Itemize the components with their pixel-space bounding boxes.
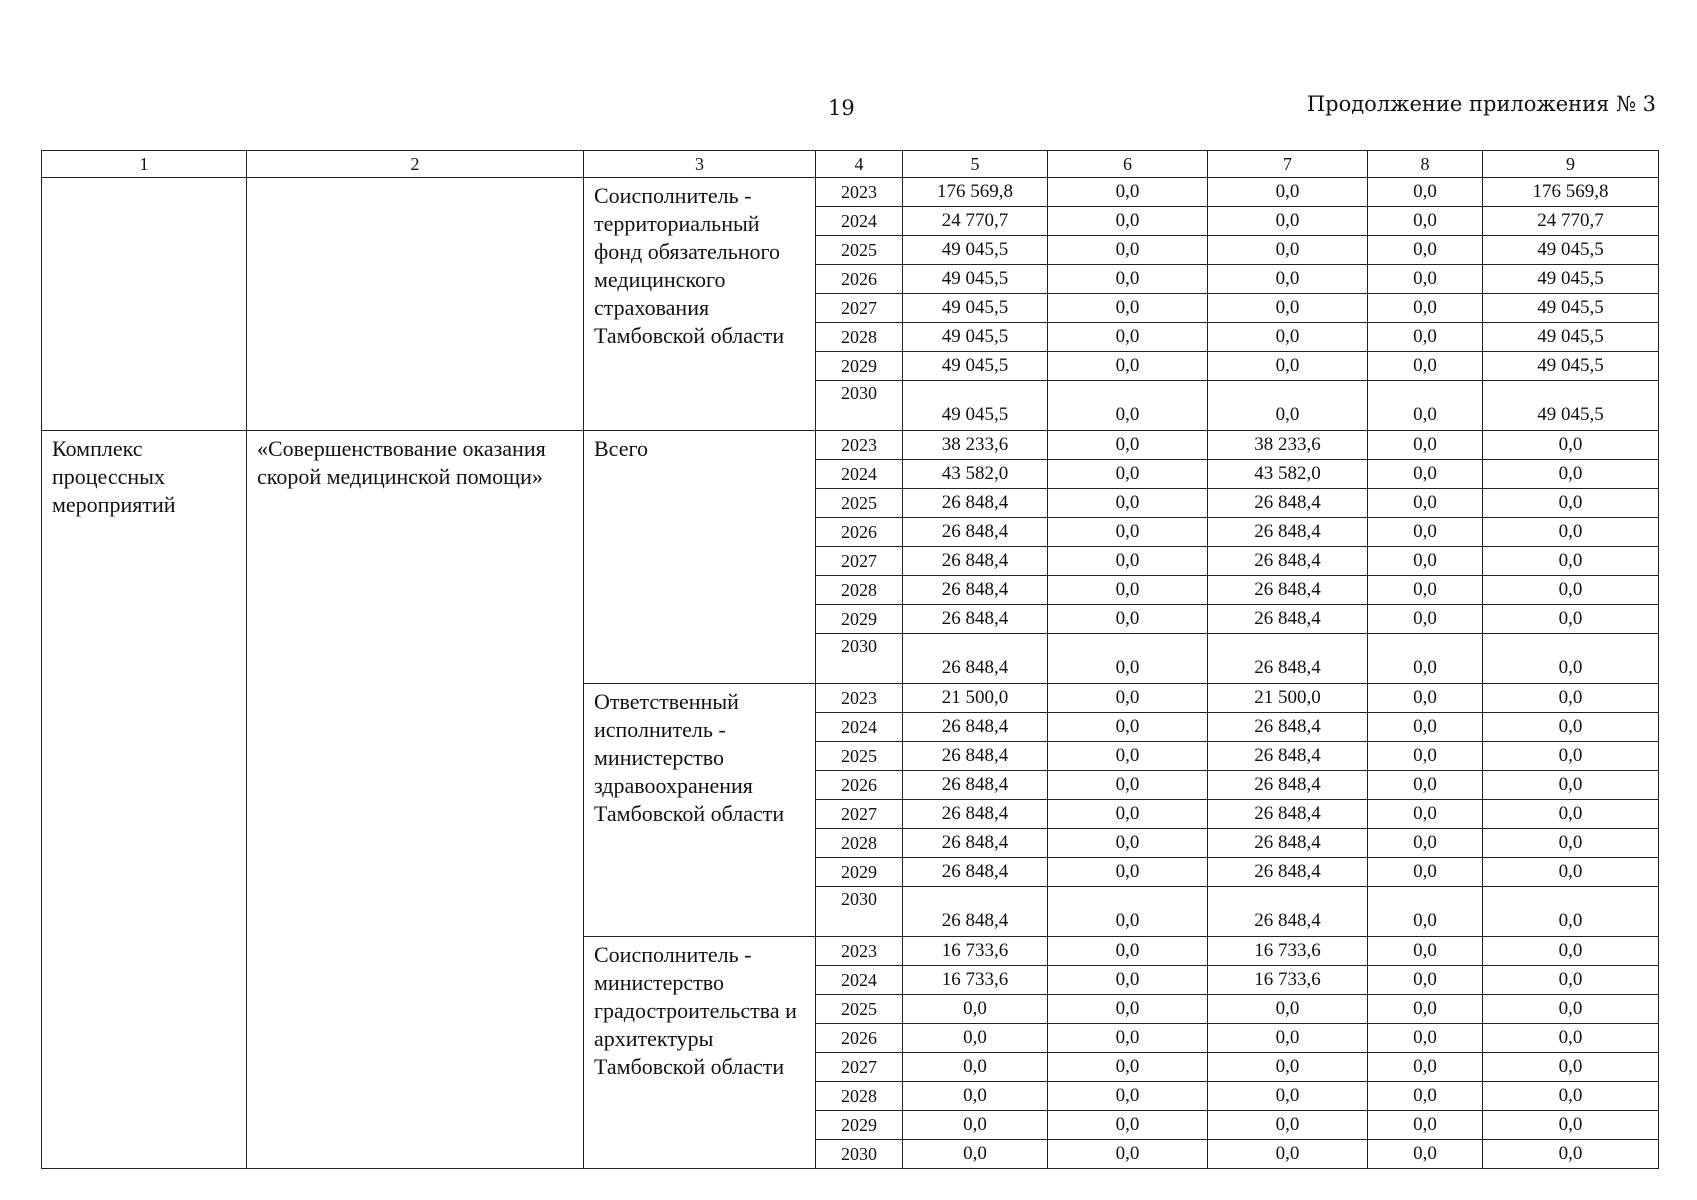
amount-cell: 0,0 (1483, 966, 1659, 995)
amount-cell: 26 848,4 (903, 489, 1048, 518)
amount-cell: 26 848,4 (1208, 576, 1368, 605)
amount-cell: 49 045,5 (903, 265, 1048, 294)
amount-cell: 26 848,4 (1208, 800, 1368, 829)
column-header: 2 (247, 151, 584, 178)
year-cell: 2030 (816, 1140, 903, 1169)
executor-cell: Соисполнитель - министерство градостроительства и архитектуры Тамбовской области (584, 937, 816, 1169)
amount-cell: 26 848,4 (903, 800, 1048, 829)
amount-cell: 0,0 (903, 1140, 1048, 1169)
year-cell: 2023 (816, 684, 903, 713)
amount-cell: 0,0 (1208, 995, 1368, 1024)
amount-cell: 0,0 (1208, 1053, 1368, 1082)
amount-cell: 38 233,6 (903, 431, 1048, 460)
amount-cell: 26 848,4 (1208, 771, 1368, 800)
amount-cell: 0,0 (1048, 742, 1208, 771)
executor-cell: Всего (584, 431, 816, 684)
year-cell: 2029 (816, 352, 903, 381)
amount-cell: 0,0 (1483, 431, 1659, 460)
amount-cell: 43 582,0 (903, 460, 1048, 489)
amount-cell: 176 569,8 (903, 178, 1048, 207)
amount-cell: 49 045,5 (1483, 294, 1659, 323)
year-cell: 2029 (816, 858, 903, 887)
amount-cell: 0,0 (1048, 547, 1208, 576)
year-cell: 2028 (816, 1082, 903, 1111)
year-cell: 2030 (816, 634, 903, 684)
amount-cell: 0,0 (1368, 207, 1483, 236)
amount-cell: 0,0 (1368, 684, 1483, 713)
amount-cell: 26 848,4 (1208, 547, 1368, 576)
amount-cell: 0,0 (1208, 265, 1368, 294)
amount-cell: 0,0 (1048, 518, 1208, 547)
amount-cell: 0,0 (1368, 381, 1483, 431)
amount-cell: 0,0 (1368, 323, 1483, 352)
amount-cell: 0,0 (1048, 1140, 1208, 1169)
amount-cell: 49 045,5 (1483, 265, 1659, 294)
amount-cell: 26 848,4 (903, 605, 1048, 634)
amount-cell: 0,0 (1368, 178, 1483, 207)
amount-cell: 0,0 (1368, 742, 1483, 771)
amount-cell: 0,0 (1483, 489, 1659, 518)
column-header: 5 (903, 151, 1048, 178)
amount-cell: 0,0 (1483, 547, 1659, 576)
year-cell: 2024 (816, 713, 903, 742)
amount-cell: 0,0 (1483, 634, 1659, 684)
amount-cell: 0,0 (1483, 887, 1659, 937)
amount-cell: 0,0 (1368, 352, 1483, 381)
amount-cell: 0,0 (1368, 576, 1483, 605)
amount-cell: 0,0 (1208, 1024, 1368, 1053)
table-row (42, 178, 1659, 207)
year-cell: 2029 (816, 605, 903, 634)
amount-cell: 0,0 (1048, 771, 1208, 800)
amount-cell: 0,0 (1368, 1024, 1483, 1053)
amount-cell: 26 848,4 (903, 742, 1048, 771)
amount-cell: 0,0 (1368, 518, 1483, 547)
amount-cell: 26 848,4 (1208, 489, 1368, 518)
amount-cell: 26 848,4 (1208, 518, 1368, 547)
amount-cell: 0,0 (1048, 937, 1208, 966)
column-header: 4 (816, 151, 903, 178)
year-cell: 2024 (816, 460, 903, 489)
year-cell: 2023 (816, 178, 903, 207)
column-number-header-row (42, 151, 1659, 178)
amount-cell: 0,0 (1048, 178, 1208, 207)
amount-cell: 0,0 (1483, 1140, 1659, 1169)
amount-cell: 26 848,4 (903, 576, 1048, 605)
amount-cell: 0,0 (1048, 265, 1208, 294)
year-cell: 2026 (816, 265, 903, 294)
amount-cell: 26 848,4 (903, 518, 1048, 547)
amount-cell: 26 848,4 (1208, 829, 1368, 858)
executor-cell: Ответственный исполнитель - министерство здравоохранения Тамбовской области (584, 684, 816, 937)
amount-cell: 0,0 (903, 1082, 1048, 1111)
amount-cell: 0,0 (1483, 937, 1659, 966)
year-cell: 2024 (816, 966, 903, 995)
program-name-cell (247, 178, 584, 431)
amount-cell: 16 733,6 (903, 966, 1048, 995)
year-cell: 2028 (816, 323, 903, 352)
amount-cell: 26 848,4 (1208, 713, 1368, 742)
amount-cell: 0,0 (1048, 489, 1208, 518)
page-number: 19 (828, 96, 855, 120)
amount-cell: 49 045,5 (1483, 236, 1659, 265)
amount-cell: 0,0 (1368, 431, 1483, 460)
table-row (42, 431, 1659, 460)
amount-cell: 0,0 (1048, 294, 1208, 323)
amount-cell: 0,0 (1368, 995, 1483, 1024)
column-header: 3 (584, 151, 816, 178)
amount-cell: 0,0 (1483, 713, 1659, 742)
amount-cell: 0,0 (903, 1053, 1048, 1082)
amount-cell: 24 770,7 (903, 207, 1048, 236)
amount-cell: 26 848,4 (1208, 605, 1368, 634)
amount-cell: 0,0 (903, 1024, 1048, 1053)
amount-cell: 0,0 (1048, 207, 1208, 236)
year-cell: 2027 (816, 800, 903, 829)
amount-cell: 0,0 (903, 1111, 1048, 1140)
table-body (42, 178, 1659, 1169)
amount-cell: 0,0 (1368, 1140, 1483, 1169)
amount-cell: 0,0 (1048, 829, 1208, 858)
amount-cell: 26 848,4 (1208, 858, 1368, 887)
amount-cell: 0,0 (1048, 1111, 1208, 1140)
amount-cell: 26 848,4 (903, 829, 1048, 858)
year-cell: 2028 (816, 576, 903, 605)
amount-cell: 0,0 (1048, 460, 1208, 489)
amount-cell: 0,0 (1048, 713, 1208, 742)
column-header: 6 (1048, 151, 1208, 178)
amount-cell: 0,0 (1483, 829, 1659, 858)
amount-cell: 0,0 (1368, 887, 1483, 937)
amount-cell: 16 733,6 (1208, 966, 1368, 995)
amount-cell: 0,0 (1368, 966, 1483, 995)
year-cell: 2026 (816, 1024, 903, 1053)
amount-cell: 0,0 (1208, 381, 1368, 431)
amount-cell: 0,0 (1048, 858, 1208, 887)
amount-cell: 0,0 (1368, 634, 1483, 684)
amount-cell: 0,0 (1208, 236, 1368, 265)
column-header: 9 (1483, 151, 1659, 178)
amount-cell: 0,0 (1483, 995, 1659, 1024)
amount-cell: 0,0 (1048, 236, 1208, 265)
amount-cell: 0,0 (1048, 352, 1208, 381)
amount-cell: 0,0 (1208, 207, 1368, 236)
amount-cell: 0,0 (1048, 431, 1208, 460)
amount-cell: 0,0 (1483, 742, 1659, 771)
amount-cell: 26 848,4 (903, 887, 1048, 937)
amount-cell: 0,0 (1048, 684, 1208, 713)
amount-cell: 0,0 (1483, 800, 1659, 829)
amount-cell: 26 848,4 (1208, 634, 1368, 684)
amount-cell: 49 045,5 (1483, 323, 1659, 352)
year-cell: 2030 (816, 381, 903, 431)
amount-cell: 21 500,0 (903, 684, 1048, 713)
amount-cell: 26 848,4 (903, 858, 1048, 887)
year-cell: 2025 (816, 489, 903, 518)
amount-cell: 0,0 (1048, 576, 1208, 605)
year-cell: 2030 (816, 887, 903, 937)
amount-cell: 0,0 (1368, 1082, 1483, 1111)
amount-cell: 0,0 (1208, 178, 1368, 207)
amount-cell: 0,0 (1483, 771, 1659, 800)
amount-cell: 0,0 (1483, 1024, 1659, 1053)
amount-cell: 0,0 (1208, 1111, 1368, 1140)
amount-cell: 49 045,5 (1483, 352, 1659, 381)
column-header: 1 (42, 151, 247, 178)
amount-cell: 38 233,6 (1208, 431, 1368, 460)
amount-cell: 0,0 (1368, 605, 1483, 634)
year-cell: 2025 (816, 236, 903, 265)
amount-cell: 0,0 (1048, 800, 1208, 829)
amount-cell: 26 848,4 (903, 771, 1048, 800)
program-type-cell: Комплекс процессных мероприятий (42, 431, 247, 1169)
amount-cell: 0,0 (1483, 1082, 1659, 1111)
appendix-continuation-note: Продолжение приложения № 3 (1306, 92, 1656, 116)
executor-cell: Соисполнитель - территориальный фонд обязательного медицинского страхования Тамбовской области (584, 178, 816, 431)
year-cell: 2026 (816, 771, 903, 800)
amount-cell: 0,0 (1483, 684, 1659, 713)
amount-cell: 0,0 (1368, 829, 1483, 858)
amount-cell: 0,0 (1368, 937, 1483, 966)
amount-cell: 0,0 (1368, 489, 1483, 518)
amount-cell: 26 848,4 (903, 634, 1048, 684)
amount-cell: 0,0 (1048, 323, 1208, 352)
amount-cell: 0,0 (1368, 547, 1483, 576)
amount-cell: 26 848,4 (903, 713, 1048, 742)
amount-cell: 0,0 (1368, 460, 1483, 489)
amount-cell: 43 582,0 (1208, 460, 1368, 489)
amount-cell: 49 045,5 (903, 381, 1048, 431)
year-cell: 2027 (816, 1053, 903, 1082)
year-cell: 2027 (816, 547, 903, 576)
budget-table (41, 150, 1659, 1169)
amount-cell: 0,0 (1048, 995, 1208, 1024)
amount-cell: 0,0 (1048, 966, 1208, 995)
amount-cell: 0,0 (1208, 1082, 1368, 1111)
amount-cell: 0,0 (1483, 1111, 1659, 1140)
amount-cell: 16 733,6 (1208, 937, 1368, 966)
amount-cell: 0,0 (1048, 634, 1208, 684)
amount-cell: 21 500,0 (1208, 684, 1368, 713)
amount-cell: 49 045,5 (1483, 381, 1659, 431)
amount-cell: 0,0 (1368, 771, 1483, 800)
amount-cell: 16 733,6 (903, 937, 1048, 966)
amount-cell: 0,0 (1208, 352, 1368, 381)
amount-cell: 0,0 (1368, 713, 1483, 742)
amount-cell: 49 045,5 (903, 236, 1048, 265)
amount-cell: 0,0 (1368, 1111, 1483, 1140)
amount-cell: 0,0 (1368, 858, 1483, 887)
year-cell: 2028 (816, 829, 903, 858)
year-cell: 2023 (816, 937, 903, 966)
amount-cell: 0,0 (1368, 800, 1483, 829)
amount-cell: 0,0 (903, 995, 1048, 1024)
amount-cell: 0,0 (1208, 294, 1368, 323)
amount-cell: 26 848,4 (1208, 742, 1368, 771)
amount-cell: 0,0 (1048, 887, 1208, 937)
column-header: 8 (1368, 151, 1483, 178)
amount-cell: 0,0 (1208, 1140, 1368, 1169)
amount-cell: 0,0 (1483, 576, 1659, 605)
amount-cell: 26 848,4 (903, 547, 1048, 576)
program-name-cell: «Совершенствование оказания скорой медицинской помощи» (247, 431, 584, 1169)
amount-cell: 24 770,7 (1483, 207, 1659, 236)
amount-cell: 0,0 (1368, 265, 1483, 294)
amount-cell: 0,0 (1048, 1082, 1208, 1111)
amount-cell: 0,0 (1208, 323, 1368, 352)
amount-cell: 0,0 (1048, 605, 1208, 634)
amount-cell: 0,0 (1483, 858, 1659, 887)
amount-cell: 26 848,4 (1208, 887, 1368, 937)
amount-cell: 0,0 (1048, 381, 1208, 431)
amount-cell: 49 045,5 (903, 323, 1048, 352)
year-cell: 2023 (816, 431, 903, 460)
amount-cell: 0,0 (1048, 1053, 1208, 1082)
amount-cell: 49 045,5 (903, 352, 1048, 381)
year-cell: 2026 (816, 518, 903, 547)
amount-cell: 0,0 (1368, 1053, 1483, 1082)
year-cell: 2029 (816, 1111, 903, 1140)
amount-cell: 0,0 (1048, 1024, 1208, 1053)
year-cell: 2024 (816, 207, 903, 236)
amount-cell: 0,0 (1483, 518, 1659, 547)
amount-cell: 0,0 (1368, 294, 1483, 323)
amount-cell: 0,0 (1483, 605, 1659, 634)
amount-cell: 176 569,8 (1483, 178, 1659, 207)
amount-cell: 0,0 (1483, 1053, 1659, 1082)
program-type-cell (42, 178, 247, 431)
year-cell: 2025 (816, 995, 903, 1024)
amount-cell: 49 045,5 (903, 294, 1048, 323)
year-cell: 2025 (816, 742, 903, 771)
amount-cell: 0,0 (1483, 460, 1659, 489)
column-header: 7 (1208, 151, 1368, 178)
amount-cell: 0,0 (1368, 236, 1483, 265)
year-cell: 2027 (816, 294, 903, 323)
